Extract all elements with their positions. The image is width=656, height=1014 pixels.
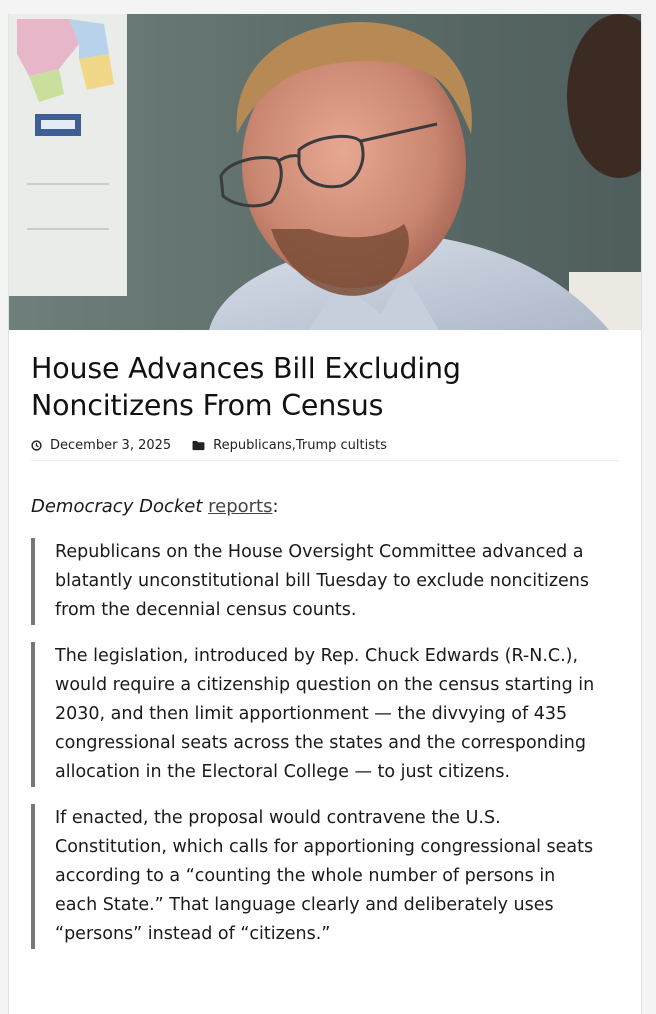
intro-colon: : [272, 496, 279, 517]
reports-link[interactable]: reports [208, 496, 273, 517]
quote-paragraph: The legislation, introduced by Rep. Chuck Edwards (R-N.C.), would require a citizenship question on the census starting in 2030, and then limit apportionment — the divvying of 435 congressional seats across the states and the corresponding allocation in the Electoral College — to just citizens. [55, 646, 595, 782]
post-date [31, 438, 171, 453]
post-categories [192, 438, 387, 453]
article-meta [31, 438, 619, 461]
post-date-text: December 3, 2025 [50, 438, 172, 453]
blockquote-1 [31, 538, 603, 625]
folder-icon [192, 440, 205, 451]
category-separator: , [291, 438, 296, 453]
category-link-trump-cultists[interactable]: Trump cultists [295, 438, 387, 453]
clock-icon [31, 440, 42, 451]
blockquote-3 [31, 804, 603, 949]
article-card [8, 14, 642, 1014]
quote-paragraph: Republicans on the House Oversight Committee advanced a blatantly unconstitutional bill Tuesday to exclude noncitizens from the decennial census counts. [55, 542, 590, 620]
quote-paragraph: If enacted, the proposal would contravene the U.S. Constitution, which calls for apportioning congressional seats according to a “counting the whole number of persons in each State.” That language clearly and deliberately uses “persons” instead of “citizens.” [55, 808, 594, 944]
portrait-photo [9, 14, 641, 330]
source-name: Democracy Docket [31, 496, 203, 517]
blockquote-2 [31, 642, 603, 787]
category-link-republicans[interactable]: Republicans [213, 438, 292, 453]
intro-line [31, 494, 619, 520]
article-content [9, 350, 641, 949]
featured-image [9, 14, 641, 330]
article-title: House Advances Bill Excluding Noncitizens From Census [31, 352, 461, 422]
